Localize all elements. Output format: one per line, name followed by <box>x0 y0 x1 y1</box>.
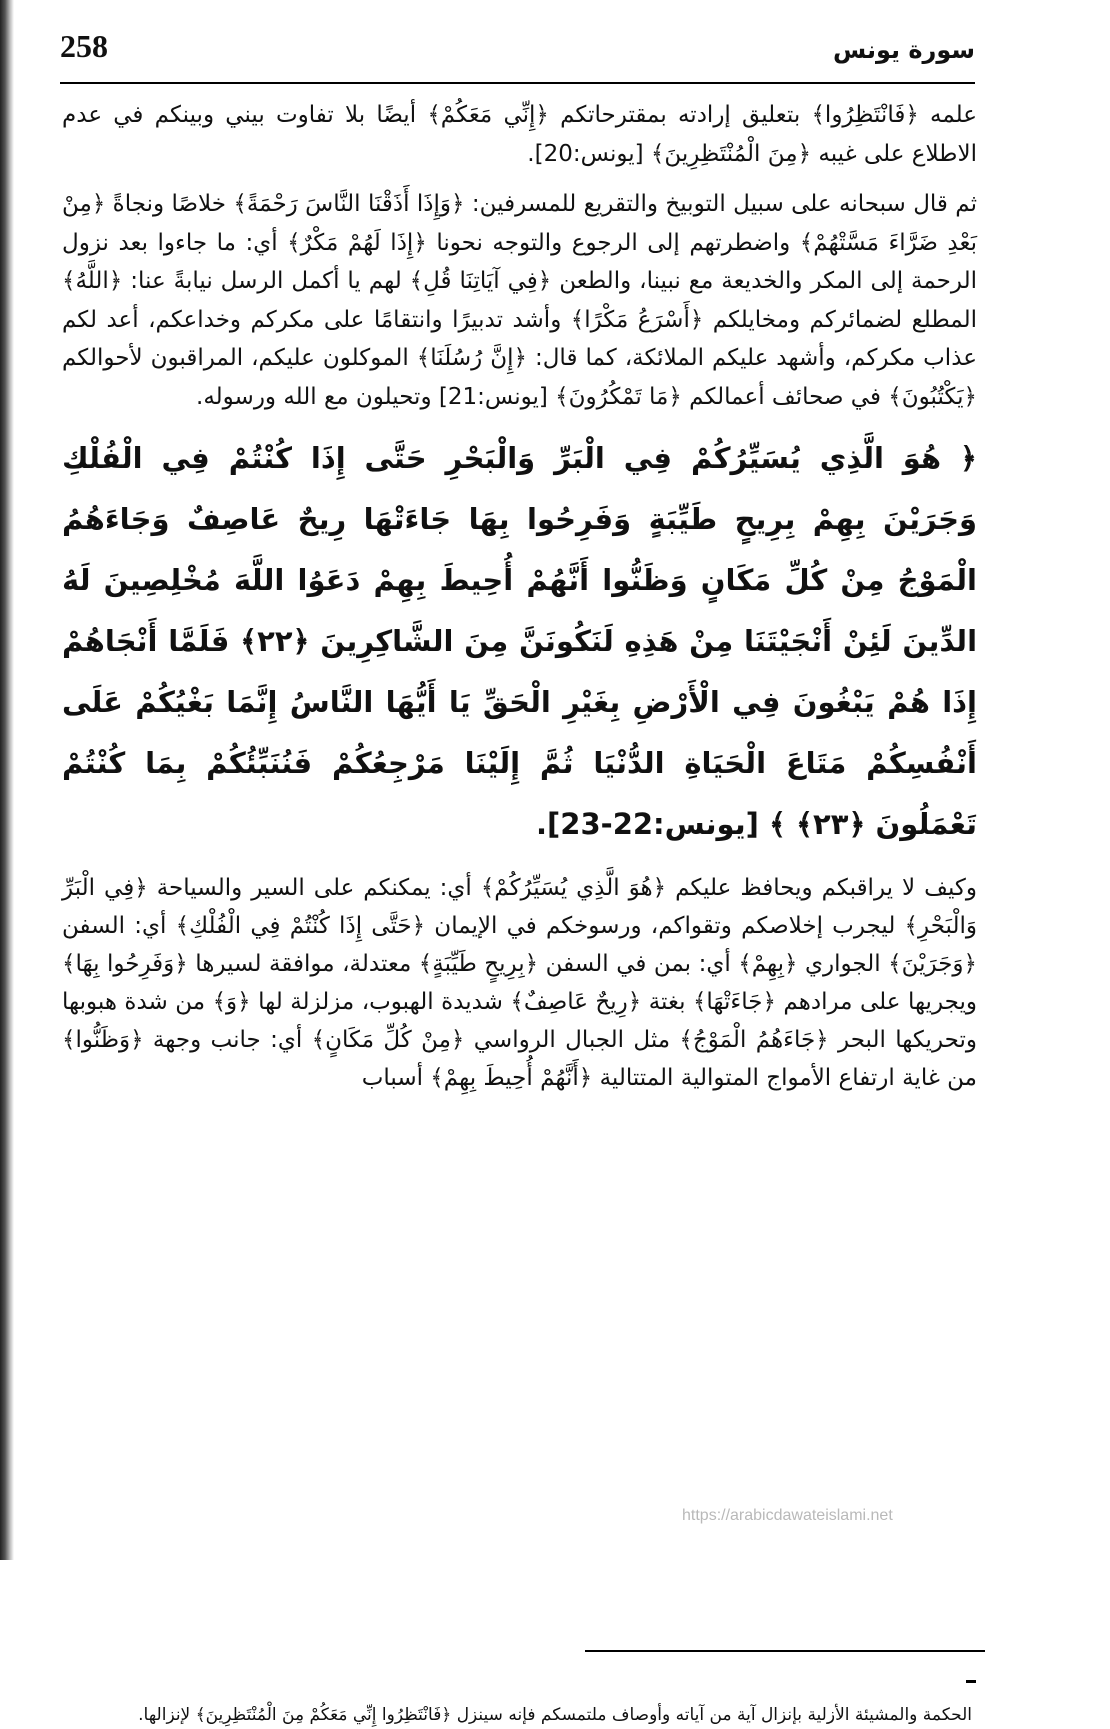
page-number: 258 <box>60 28 108 64</box>
paragraph-2: ثم قال سبحانه على سبيل التوبيخ والتقريع للمسرفين: ﴿وَإِذَا أَذَقْنَا النَّاسَ رَحْمَةً﴾ خلاصًا ونجاةً ﴿مِنْ بَعْدِ ضَرَّاءَ مَسَّتْهُمْ﴾ واضطرتهم إلى الرجوع والتوجه نحونا ﴿إِذَا لَهُمْ مَكْرٌ﴾ أي: ما جاءوا بعد نزول الرحمة إلى المكر والخديعة مع نبينا، والطعن ﴿فِي آيَاتِنَا قُلِ﴾ لهم يا أكمل الرسل نيابةً عنا: ﴿اللَّهُ﴾ المطلع لضمائركم ومخايلكم ﴿أَسْرَعُ مَكْرًا﴾ وأشد تدبيرًا وانتقامًا على مكركم وخداعكم، أعد لكم عذاب مكركم، وأشهد عليكم الملائكة، كما قال: ﴿إِنَّ رُسُلَنَا﴾ الموكلون عليكم، المراقبون لأحوالكم ﴿يَكْتُبُونَ﴾ في صحائف أعمالكم ﴿مَا تَمْكُرُونَ﴾ [يونس:21] وتحيلون مع الله ورسوله. <box>62 191 977 410</box>
footnote-separator <box>585 1650 985 1652</box>
surah-title: سورة يونس <box>833 36 975 64</box>
page-header <box>60 24 975 84</box>
footnote-marker <box>966 1680 976 1683</box>
page-binding-edge <box>0 0 14 1560</box>
paragraph-3: وكيف لا يراقبكم ويحافظ عليكم ﴿هُوَ الَّذِي يُسَيِّرُكُمْ﴾ أي: يمكنكم على السير والسياحة ﴿فِي الْبَرِّ وَالْبَحْرِ﴾ ليجرب إخلاصكم وتقواكم، ورسوخكم في الإيمان ﴿حَتَّى إِذَا كُنْتُمْ فِي الْفُلْكِ﴾ أي: السفن ﴿وَجَرَيْنَ﴾ الجواري ﴿بِهِمْ﴾ أي: بمن في السفن ﴿بِرِيحٍ طَيِّبَةٍ﴾ معتدلة، موافقة لسيرها ﴿وَفَرِحُوا بِهَا﴾ ويجريها على مرادهم ﴿جَاءَتْهَا﴾ بغتة ﴿رِيحٌ عَاصِفٌ﴾ شديدة الهبوب، مزلزلة لها ﴿وَ﴾ من شدة هبوبها وتحريكها البحر ﴿جَاءَهُمُ الْمَوْجُ﴾ مثل الجبال الرواسي ﴿مِنْ كُلِّ مَكَانٍ﴾ أي: جانب وجهة ﴿وَظَنُّوا﴾ من غاية ارتفاع الأمواج المتوالية المتتالية ﴿أَنَّهُمْ أُحِيطَ بِهِمْ﴾ أسباب <box>62 875 977 1091</box>
watermark-url: https://arabicdawateislami.net <box>682 1507 893 1524</box>
quran-verse-block: ﴿ هُوَ الَّذِي يُسَيِّرُكُمْ فِي الْبَرِّ وَالْبَحْرِ حَتَّى إِذَا كُنْتُمْ فِي الْفُلْكِ وَجَرَيْنَ بِهِمْ بِرِيحٍ طَيِّبَةٍ وَفَرِحُوا بِهَا جَاءَتْهَا رِيحٌ عَاصِفٌ وَجَاءَهُمُ الْمَوْجُ مِنْ كُلِّ مَكَانٍ وَظَنُّوا أَنَّهُمْ أُحِيطَ بِهِمْ دَعَوُا اللَّهَ مُخْلِصِينَ لَهُ الدِّينَ لَئِنْ أَنْجَيْتَنَا مِنْ هَذِهِ لَنَكُونَنَّ مِنَ الشَّاكِرِينَ ﴿٢٢﴾ فَلَمَّا أَنْجَاهُمْ إِذَا هُمْ يَبْغُونَ فِي الْأَرْضِ بِغَيْرِ الْحَقِّ يَا أَيُّهَا النَّاسُ إِنَّمَا بَغْيُكُمْ عَلَى أَنْفُسِكُمْ مَتَاعَ الْحَيَاةِ الدُّنْيَا ثُمَّ إِلَيْنَا مَرْجِعُكُمْ فَنُنَبِّئُكُمْ بِمَا كُنْتُمْ تَعْمَلُونَ ﴿٢٣﴾ ﴾ [يونس:22-23]. <box>62 441 978 841</box>
paragraph-1: علمه ﴿فَانْتَظِرُوا﴾ بتعليق إرادته بمقترحاتكم ﴿إِنِّي مَعَكُمْ﴾ أيضًا بلا تفاوت بيني وبينكم في عدم الاطلاع على غيبه ﴿مِنَ الْمُنْتَظِرِينَ﴾ [يونس:20]. <box>62 102 977 167</box>
main-text <box>62 96 977 1109</box>
footnote: الحكمة والمشيئة الأزلية بإنزال آية من آياته وأوصاف ملتمسكم فإنه سينزل ﴿فَانْتَظِرُوا إِنِّي مَعَكُمْ مِنَ الْمُنْتَظِرِينَ﴾ لإنزالها. <box>138 1705 972 1725</box>
